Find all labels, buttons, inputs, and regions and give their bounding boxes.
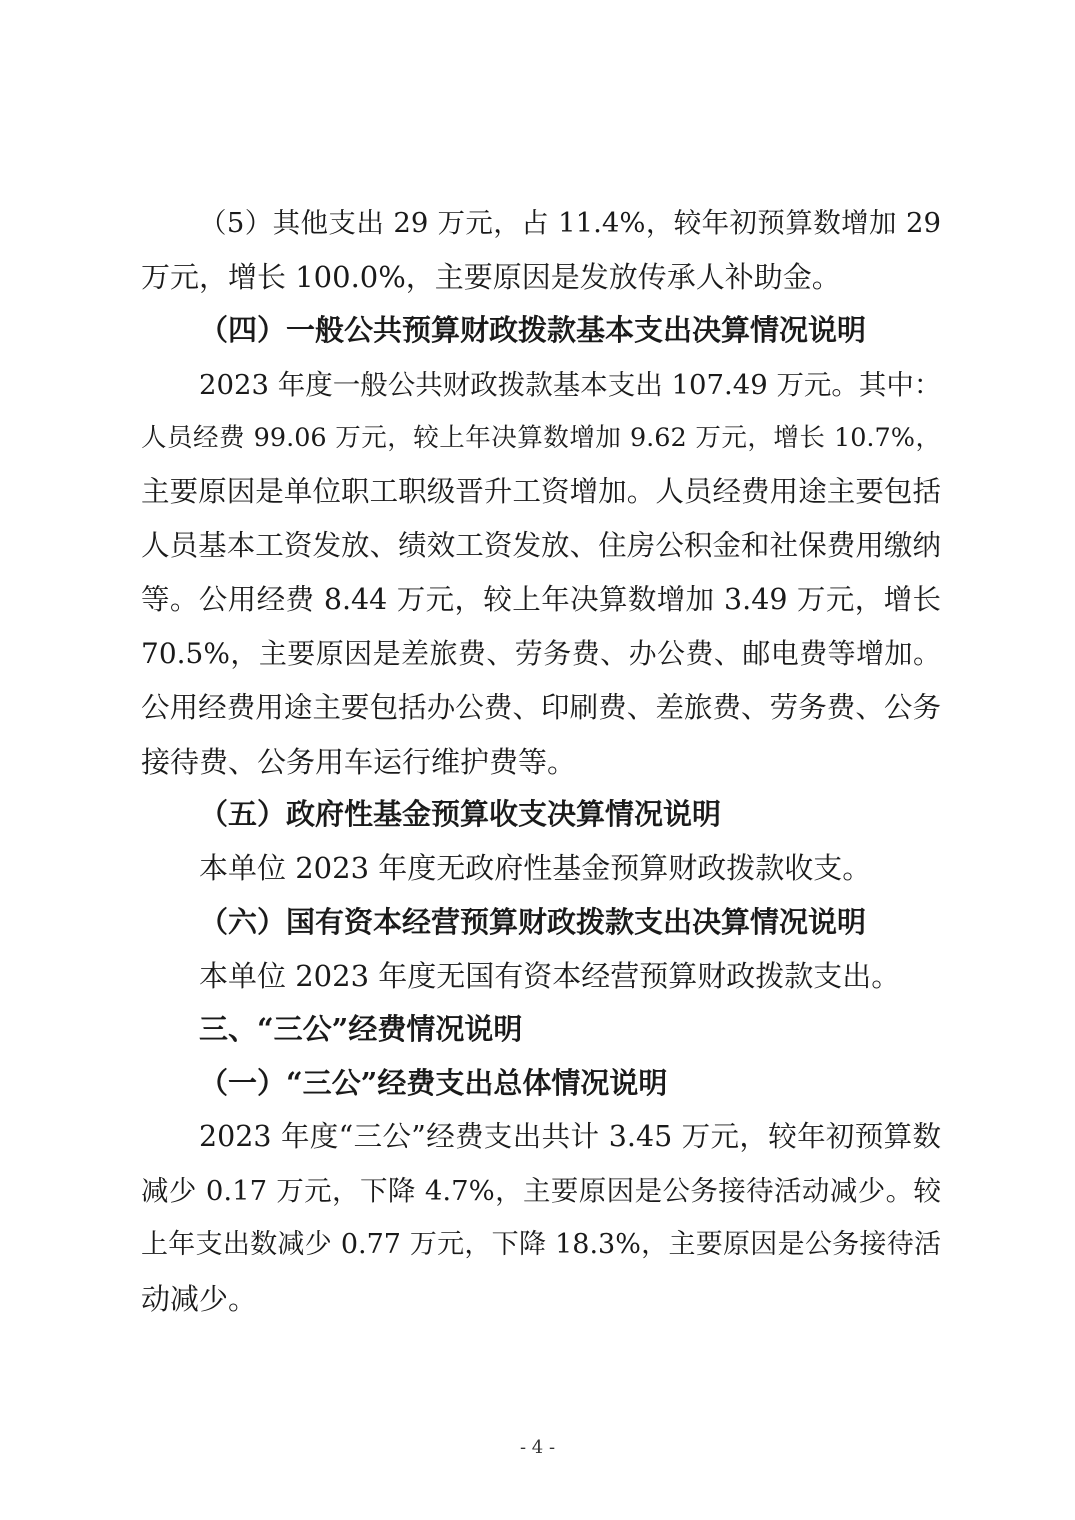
paragraph-line: 70.5%，主要原因是差旅费、劳务费、办公费、邮电费等增加。	[141, 637, 941, 670]
paragraph-line: 主要原因是单位职工职级晋升工资增加。人员经费用途主要包括	[141, 475, 941, 508]
paragraph-line: （5）其他支出 29 万元，占 11.4%，较年初预算数增加 29	[199, 207, 941, 239]
paragraph-line: 上年支出数减少 0.77 万元，下降 18.3%，主要原因是公务接待活	[141, 1229, 941, 1260]
paragraph-line: 万元，增长 100.0%，主要原因是发放传承人补助金。	[141, 260, 841, 294]
paragraph-line: 2023 年度一般公共财政拨款基本支出 107.49 万元。其中：	[199, 369, 941, 401]
paragraph-line: 减少 0.17 万元，下降 4.7%，主要原因是公务接待活动减少。较	[141, 1175, 941, 1207]
section-heading: （五）政府性基金预算收支决算情况说明	[199, 797, 722, 831]
paragraph-line: 公用经费用途主要包括办公费、印刷费、差旅费、劳务费、公务	[141, 691, 941, 724]
chapter-heading: 三、“三公”经费情况说明	[199, 1012, 523, 1046]
paragraph-line: 2023 年度“三公”经费支出共计 3.45 万元，较年初预算数	[199, 1120, 941, 1153]
section-heading: （六）国有资本经营预算财政拨款支出决算情况说明	[199, 905, 867, 939]
paragraph-line: 本单位 2023 年度无国有资本经营预算财政拨款支出。	[199, 959, 901, 993]
paragraph-line: 本单位 2023 年度无政府性基金预算财政拨款收支。	[199, 851, 872, 885]
paragraph-line: 接待费、公务用车运行维护费等。	[141, 745, 577, 779]
paragraph-line: 等。公用经费 8.44 万元，较上年决算数增加 3.49 万元，增长	[141, 583, 941, 616]
section-heading: （四）一般公共预算财政拨款基本支出决算情况说明	[199, 313, 867, 347]
paragraph-line: 人员经费 99.06 万元，较上年决算数增加 9.62 万元，增长 10.7%，	[141, 423, 941, 453]
page-number: - 4 -	[519, 1437, 556, 1458]
paragraph-line: 人员基本工资发放、绩效工资发放、住房公积金和社保费用缴纳	[141, 529, 941, 562]
paragraph-line: 动减少。	[141, 1282, 258, 1316]
section-heading: （一）“三公”经费支出总体情况说明	[199, 1066, 668, 1100]
